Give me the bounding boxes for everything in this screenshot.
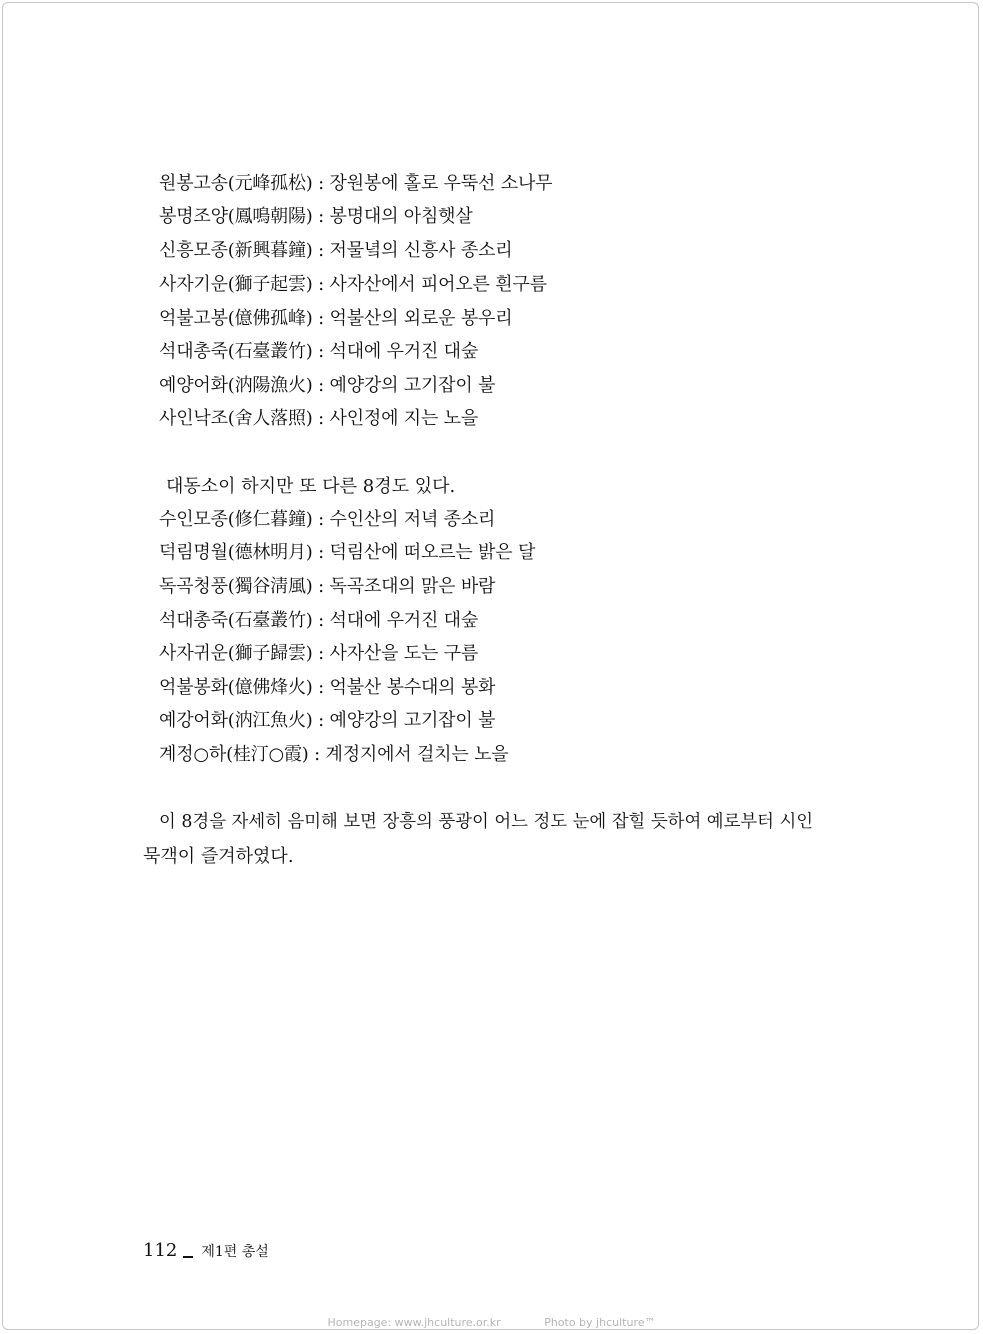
list-item: 봉명조양(鳳鳴朝陽) : 봉명대의 아침햇살	[159, 206, 473, 227]
list-item: 독곡청풍(獨谷淸風) : 독곡조대의 맑은 바람	[159, 576, 496, 597]
list-item: 석대총죽(石臺叢竹) : 석대에 우거진 대숲	[159, 341, 479, 362]
list-item: 예양어화(汭陽漁火) : 예양강의 고기잡이 불	[159, 375, 496, 396]
page-number: 112	[143, 1240, 178, 1261]
watermark-photo-credit: Photo by jhculture™	[544, 1316, 656, 1329]
watermark	[0, 1316, 983, 1329]
list-item: 신흥모종(新興暮鐘) : 저물녘의 신흥사 종소리	[159, 240, 513, 261]
list-item: 억불고봉(億佛孤峰) : 억불산의 외로운 봉우리	[159, 308, 513, 329]
page-frame	[2, 2, 979, 1330]
list-item: 억불봉화(億佛烽火) : 억불산 봉수대의 봉화	[159, 677, 496, 698]
list-item: 사인낙조(舍人落照) : 사인정에 지는 노을	[159, 408, 479, 429]
list-item: 예강어화(汭江魚火) : 예양강의 고기잡이 불	[159, 710, 496, 731]
list-item: 원봉고송(元峰孤松) : 장원봉에 홀로 우뚝선 소나무	[159, 173, 553, 194]
list-item: 사자기운(獅子起雲) : 사자산에서 피어오른 흰구름	[159, 274, 547, 295]
intro-paragraph: 대동소이 하지만 또 다른 8경도 있다.	[166, 476, 456, 497]
closing-paragraph-line-2: 묵객이 즐겨하였다.	[143, 846, 294, 867]
list-item: 덕림명월(德林明月) : 덕림산에 떠오르는 밝은 달	[159, 542, 536, 563]
footer-rule	[183, 1256, 193, 1258]
watermark-homepage: Homepage: www.jhculture.or.kr	[327, 1316, 501, 1329]
closing-paragraph-line-1: 이 8경을 자세히 음미해 보면 장흥의 풍광이 어느 정도 눈에 잡힐 듯하여 예로부터 시인	[159, 812, 814, 832]
page-footer	[143, 1240, 269, 1261]
list-item: 수인모종(修仁暮鐘) : 수인산의 저녁 종소리	[159, 509, 496, 530]
list-item: 사자귀운(獅子歸雲) : 사자산을 도는 구름	[159, 643, 479, 664]
list-item: 석대총죽(石臺叢竹) : 석대에 우거진 대숲	[159, 610, 479, 631]
chapter-title: 제1편 총설	[201, 1244, 269, 1260]
list-item: 계정○하(桂汀○霞) : 계정지에서 걸치는 노을	[159, 744, 509, 765]
